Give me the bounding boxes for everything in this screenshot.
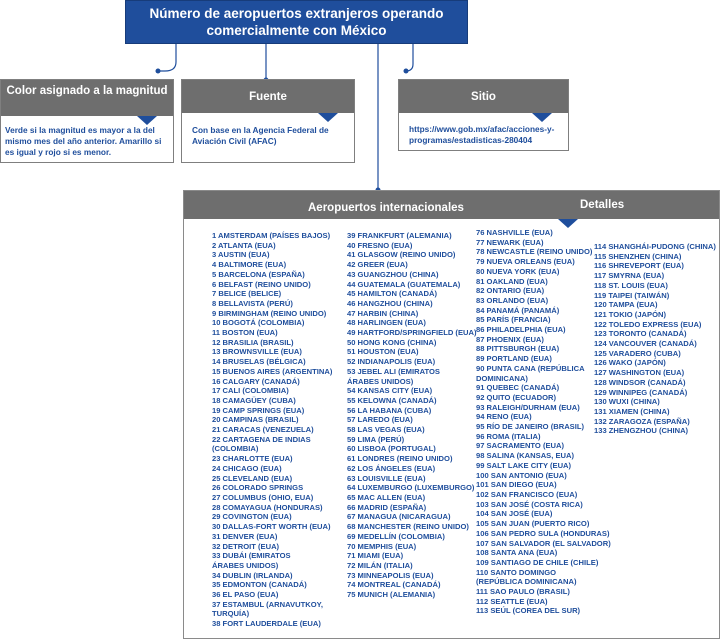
- airport-list-item: 114 SHANGHÁI-PUDONG (CHINA): [594, 242, 716, 251]
- airport-list-item: 118 ST. LOUIS (EUA): [594, 280, 668, 290]
- fuente-card: [181, 79, 355, 163]
- airport-list-item: 45 HAMILTON (CANADÁ): [347, 289, 437, 299]
- airport-list-item: 9 BIRMINGHAM (REINO UNIDO): [212, 308, 327, 318]
- airport-list-item: 37 ESTAMBUL (ARNAVUTKOY, TURQUÍA): [212, 599, 323, 619]
- airport-list-item: 14 BRUSELAS (BÉLGICA): [212, 357, 306, 367]
- airport-list-item: 74 MONTREAL (CANADÁ): [347, 580, 441, 590]
- airport-list-item: 69 MEDELLÍN (COLOMBIA): [347, 531, 445, 541]
- airport-list-item: 109 SANTIAGO DE CHILE (CHILE): [476, 557, 599, 567]
- airport-list-item: 91 QUEBEC (CANADÁ): [476, 383, 560, 393]
- fuente-card-heading: [182, 80, 354, 113]
- airport-list-item: 50 HONG KONG (CHINA): [347, 337, 437, 347]
- airport-list-item: 49 HARTFORD/SPRINGFIELD (EUA): [347, 328, 477, 338]
- airport-list-column-1: [212, 231, 332, 629]
- airport-list-item: 96 ROMA (ITALIA): [476, 431, 541, 441]
- airport-list-item: 113 SEÚL (COREA DEL SUR): [476, 606, 581, 616]
- airport-list-item: 34 DUBLIN (IRLANDA): [212, 570, 293, 580]
- sitio-card-heading: [399, 80, 568, 113]
- airport-list-item: 128 WINDSOR (CANADÁ): [594, 377, 686, 387]
- airport-list-item: 53 JEBEL ALI (EMIRATOS ÁRABES UNIDOS): [347, 366, 440, 386]
- triangle-down-icon: [137, 116, 157, 125]
- airport-list-item: 115 SHENZHEN (CHINA): [594, 251, 682, 261]
- fuente-card-text: Con base en la Agencia Federal de Aviación Civil (AFAC): [192, 125, 329, 146]
- airport-list-item: 33 DUBÁI (EMIRATOS ÁRABES UNIDOS): [212, 551, 291, 570]
- airport-list-item: 59 LIMA (PERÚ): [347, 434, 405, 444]
- airport-list-item: 63 LOUISVILLE (EUA): [347, 473, 426, 483]
- airport-list-item: 76 NASHVILLE (EUA): [476, 228, 553, 237]
- airport-list-item: 2 ATLANTA (EUA): [212, 240, 276, 250]
- airport-list-item: 98 SALINA (KANSAS, EUA): [476, 451, 575, 461]
- airport-list-item: 77 NEWARK (EUA): [476, 237, 544, 247]
- airport-list-item: 111 SAO PAULO (BRASIL): [476, 587, 570, 597]
- airport-list-item: 87 PHOENIX (EUA): [476, 334, 544, 344]
- airport-list-item: 90 PUNTA CANA (REPÚBLICA DOMINICANA): [476, 363, 585, 383]
- airport-list-item: 89 PORTLAND (EUA): [476, 354, 552, 364]
- airport-list-item: 116 SHREVEPORT (EUA): [594, 261, 684, 271]
- airport-list-item: 123 TORONTO (CANADÁ): [594, 329, 687, 339]
- sitio-card-heading-text: Sitio: [471, 91, 496, 103]
- airport-list-item: 100 SAN ANTONIO (EUA): [476, 470, 567, 480]
- airport-list-item: 81 OAKLAND (EUA): [476, 276, 548, 286]
- airport-list-item: 32 DETROIT (EUA): [212, 541, 280, 551]
- airport-list-item: 112 SEATTLE (EUA): [476, 596, 548, 606]
- airport-list-item: 117 SMYRNA (EUA): [594, 271, 665, 281]
- airport-list-item: 44 GUATEMALA (GUATEMALA): [347, 279, 461, 289]
- airport-list-item: 84 PANAMÁ (PANAMÁ): [476, 305, 560, 315]
- airport-list-column-4: [594, 242, 720, 436]
- airport-list-item: 22 CARTAGENA DE INDIAS (COLOMBIA): [212, 434, 311, 454]
- airport-list-item: 132 ZARAGOZA (ESPAÑA): [594, 416, 690, 426]
- airport-list-item: 120 TAMPA (EUA): [594, 300, 658, 310]
- airport-list-item: 97 SACRAMENTO (EUA): [476, 441, 565, 451]
- airport-list-item: 42 GREER (EUA): [347, 260, 408, 270]
- airports-card-heading: [184, 191, 719, 219]
- triangle-down-icon: [318, 113, 338, 122]
- airport-list-item: 103 SAN JOSÉ (COSTA RICA): [476, 499, 583, 509]
- airport-list-item: 7 BELICE (BELICE): [212, 289, 282, 299]
- airport-list-item: 75 MUNICH (ALEMANIA): [347, 590, 436, 600]
- airport-list-item: 39 FRANKFURT (ALEMANIA): [347, 231, 452, 240]
- airport-list-item: 15 BUENOS AIRES (ARGENTINA): [212, 366, 333, 376]
- airport-list-item: 20 CAMPINAS (BRASIL): [212, 415, 299, 425]
- airport-list-item: 51 HOUSTON (EUA): [347, 347, 419, 357]
- airport-list-item: 71 MIAMI (EUA): [347, 551, 404, 561]
- airport-list-item: 86 PHILADELPHIA (EUA): [476, 325, 566, 335]
- sitio-card-link[interactable]: https://www.gob.mx/afac/acciones-y-programas/estadisticas-280404: [409, 124, 555, 145]
- airport-list-item: 28 COMAYAGUA (HONDURAS): [212, 502, 323, 512]
- airport-list-item: 23 CHARLOTTE (EUA): [212, 454, 293, 464]
- airport-list-item: 43 GUANGZHOU (CHINA): [347, 269, 439, 279]
- airport-list-item: 85 PARÍS (FRANCIA): [476, 315, 551, 325]
- airport-list-item: 10 BOGOTÁ (COLOMBIA): [212, 318, 305, 328]
- airport-list-item: 18 CAMAGÜEY (CUBA): [212, 395, 296, 405]
- sitio-card: [398, 79, 569, 151]
- airport-list-item: 25 CLEVELAND (EUA): [212, 473, 293, 483]
- airport-list-item: 68 MANCHESTER (REINO UNIDO): [347, 522, 469, 532]
- airport-list-item: 47 HARBIN (CHINA): [347, 308, 419, 318]
- airport-list-item: 55 KELOWNA (CANADÁ): [347, 395, 437, 405]
- airport-list-item: 88 PITTSBURGH (EUA): [476, 344, 560, 354]
- airport-list-item: 36 EL PASO (EUA): [212, 590, 279, 600]
- airports-card: [183, 190, 720, 639]
- airport-list-item: 127 WASHINGTON (EUA): [594, 368, 685, 378]
- airport-list-item: 65 MAC ALLEN (EUA): [347, 492, 426, 502]
- airports-heading-text: Aeropuertos internacionales: [308, 202, 464, 214]
- airport-list-item: 26 COLORADO SPRINGS: [212, 483, 304, 493]
- airport-list-item: 93 RALEIGH/DURHAM (EUA): [476, 402, 580, 412]
- airport-list-item: 104 SAN JOSÉ (EUA): [476, 509, 553, 519]
- airport-list-item: 99 SALT LAKE CITY (EUA): [476, 460, 572, 470]
- airport-list-item: 119 TAIPEI (TAIWÁN): [594, 290, 670, 300]
- airport-list-item: 130 WUXI (CHINA): [594, 397, 660, 407]
- color-card: [0, 79, 174, 163]
- airport-list-item: 48 HARLINGEN (EUA): [347, 318, 426, 328]
- airport-list-item: 126 WAKO (JAPÓN): [594, 358, 666, 368]
- airport-list-item: 17 CALI (COLOMBIA): [212, 386, 289, 396]
- airport-list-item: 64 LUXEMBURGO (LUXEMBURGO): [347, 483, 475, 493]
- airport-list-item: 80 NUEVA YORK (EUA): [476, 266, 560, 276]
- airport-list-column-2: [347, 231, 475, 600]
- airport-list-item: 12 BRASILIA (BRASIL): [212, 337, 294, 347]
- airport-list-item: 102 SAN FRANCISCO (EUA): [476, 489, 578, 499]
- airport-list-item: 125 VARADERO (CUBA): [594, 348, 681, 358]
- airport-list-item: 4 BALTIMORE (EUA): [212, 260, 287, 270]
- airport-list-item: 131 XIAMEN (CHINA): [594, 406, 670, 416]
- airport-list-item: 78 NEWCASTLE (REINO UNIDO): [476, 247, 593, 257]
- airport-list-item: 106 SAN PEDRO SULA (HONDURAS): [476, 528, 610, 538]
- airport-list-item: 133 ZHENGZHOU (CHINA): [594, 426, 689, 436]
- color-card-text: Verde si la magnitud es mayor a la del mismo mes del año anterior. Amarillo si es igual y rojo si es menor.: [5, 125, 162, 157]
- airport-list-item: 19 CAMP SPRINGS (EUA): [212, 405, 305, 415]
- airport-list-item: 16 CALGARY (CANADÁ): [212, 376, 300, 386]
- fuente-card-heading-text: Fuente: [249, 91, 287, 103]
- airport-list-item: 101 SAN DIEGO (EUA): [476, 480, 557, 490]
- airport-list-item: 35 EDMONTON (CANADÁ): [212, 580, 307, 590]
- color-card-heading-text: Color asignado a la magnitud: [6, 85, 168, 97]
- airport-list-item: 62 LOS ÁNGELES (EUA): [347, 463, 436, 473]
- airport-list-item: 121 TOKIO (JAPÓN): [594, 309, 667, 319]
- airport-list-item: 38 FORT LAUDERDALE (EUA): [212, 619, 321, 629]
- triangle-down-icon: [532, 113, 552, 122]
- airport-list-item: 57 LAREDO (EUA): [347, 415, 413, 425]
- airport-list-item: 83 ORLANDO (EUA): [476, 295, 549, 305]
- airport-list-item: 95 RÍO DE JANEIRO (BRASIL): [476, 422, 585, 432]
- airport-list-item: 13 BROWNSVILLE (EUA): [212, 347, 302, 357]
- airport-list-item: 46 HANGZHOU (CHINA): [347, 298, 433, 308]
- color-card-heading: [1, 80, 173, 116]
- airport-list-item: 56 LA HABANA (CUBA): [347, 405, 432, 415]
- airport-list-item: 30 DALLAS-FORT WORTH (EUA): [212, 522, 331, 532]
- airport-list-item: 54 KANSAS CITY (EUA): [347, 386, 433, 396]
- airport-list-item: 94 RENO (EUA): [476, 412, 532, 422]
- airport-list-item: 5 BARCELONA (ESPAÑA): [212, 269, 305, 279]
- airport-list-item: 79 NUEVA ORLEANS (EUA): [476, 257, 575, 267]
- airport-list-item: 52 INDIANAPOLIS (EUA): [347, 357, 436, 367]
- airport-list-item: 61 LONDRES (REINO UNIDO): [347, 454, 453, 464]
- airport-list-item: 31 DENVER (EUA): [212, 531, 278, 541]
- airport-list-item: 92 QUITO (ECUADOR): [476, 392, 557, 402]
- airport-list-item: 6 BELFAST (REINO UNIDO): [212, 279, 311, 289]
- airport-list-item: 27 COLUMBUS (OHIO, EUA): [212, 492, 314, 502]
- airport-list-column-3: [476, 228, 611, 616]
- airport-list-item: 1 AMSTERDAM (PAÍSES BAJOS): [212, 231, 331, 240]
- airport-list-item: 11 BOSTON (EUA): [212, 328, 278, 338]
- triangle-down-icon: [558, 219, 578, 228]
- airport-list-item: 82 ONTARIO (EUA): [476, 286, 545, 296]
- airport-list-item: 110 SANTO DOMINGO (REPÚBLICA DOMINICANA): [476, 567, 577, 587]
- airport-list-item: 73 MINNEAPOLIS (EUA): [347, 570, 434, 580]
- airport-list-item: 105 SAN JUAN (PUERTO RICO): [476, 519, 590, 529]
- airport-list-item: 29 COVINGTON (EUA): [212, 512, 292, 522]
- airport-list-item: 67 MANAGUA (NICARAGUA): [347, 512, 451, 522]
- airport-list-item: 40 FRESNO (EUA): [347, 240, 413, 250]
- airport-list-item: 58 LAS VEGAS (EUA): [347, 425, 425, 435]
- airport-list-item: 129 WINNIPEG (CANADÁ): [594, 387, 688, 397]
- airport-list-item: 8 BELLAVISTA (PERÚ): [212, 298, 293, 308]
- airport-list-item: 3 AUSTIN (EUA): [212, 250, 270, 260]
- airport-list-item: 124 VANCOUVER (CANADÁ): [594, 339, 697, 349]
- diagram-title: Número de aeropuertos extranjeros operando comercialmente con México: [125, 0, 468, 44]
- airport-list-item: 24 CHICAGO (EUA): [212, 463, 282, 473]
- airport-list-item: 60 LISBOA (PORTUGAL): [347, 444, 436, 454]
- airport-list-item: 108 SANTA ANA (EUA): [476, 548, 558, 558]
- airport-list-item: 122 TOLEDO EXPRESS (EUA): [594, 319, 702, 329]
- airport-list-item: 70 MEMPHIS (EUA): [347, 541, 417, 551]
- airport-list-item: 107 SAN SALVADOR (EL SALVADOR): [476, 538, 611, 548]
- airport-list-item: 21 CARACAS (VENEZUELA): [212, 425, 314, 435]
- details-heading-text: Detalles: [580, 199, 625, 211]
- airport-list-item: 72 MILÁN (ITALIA): [347, 560, 413, 570]
- airport-list-item: 66 MADRID (ESPAÑA): [347, 502, 427, 512]
- airport-list-item: 41 GLASGOW (REINO UNIDO): [347, 250, 456, 260]
